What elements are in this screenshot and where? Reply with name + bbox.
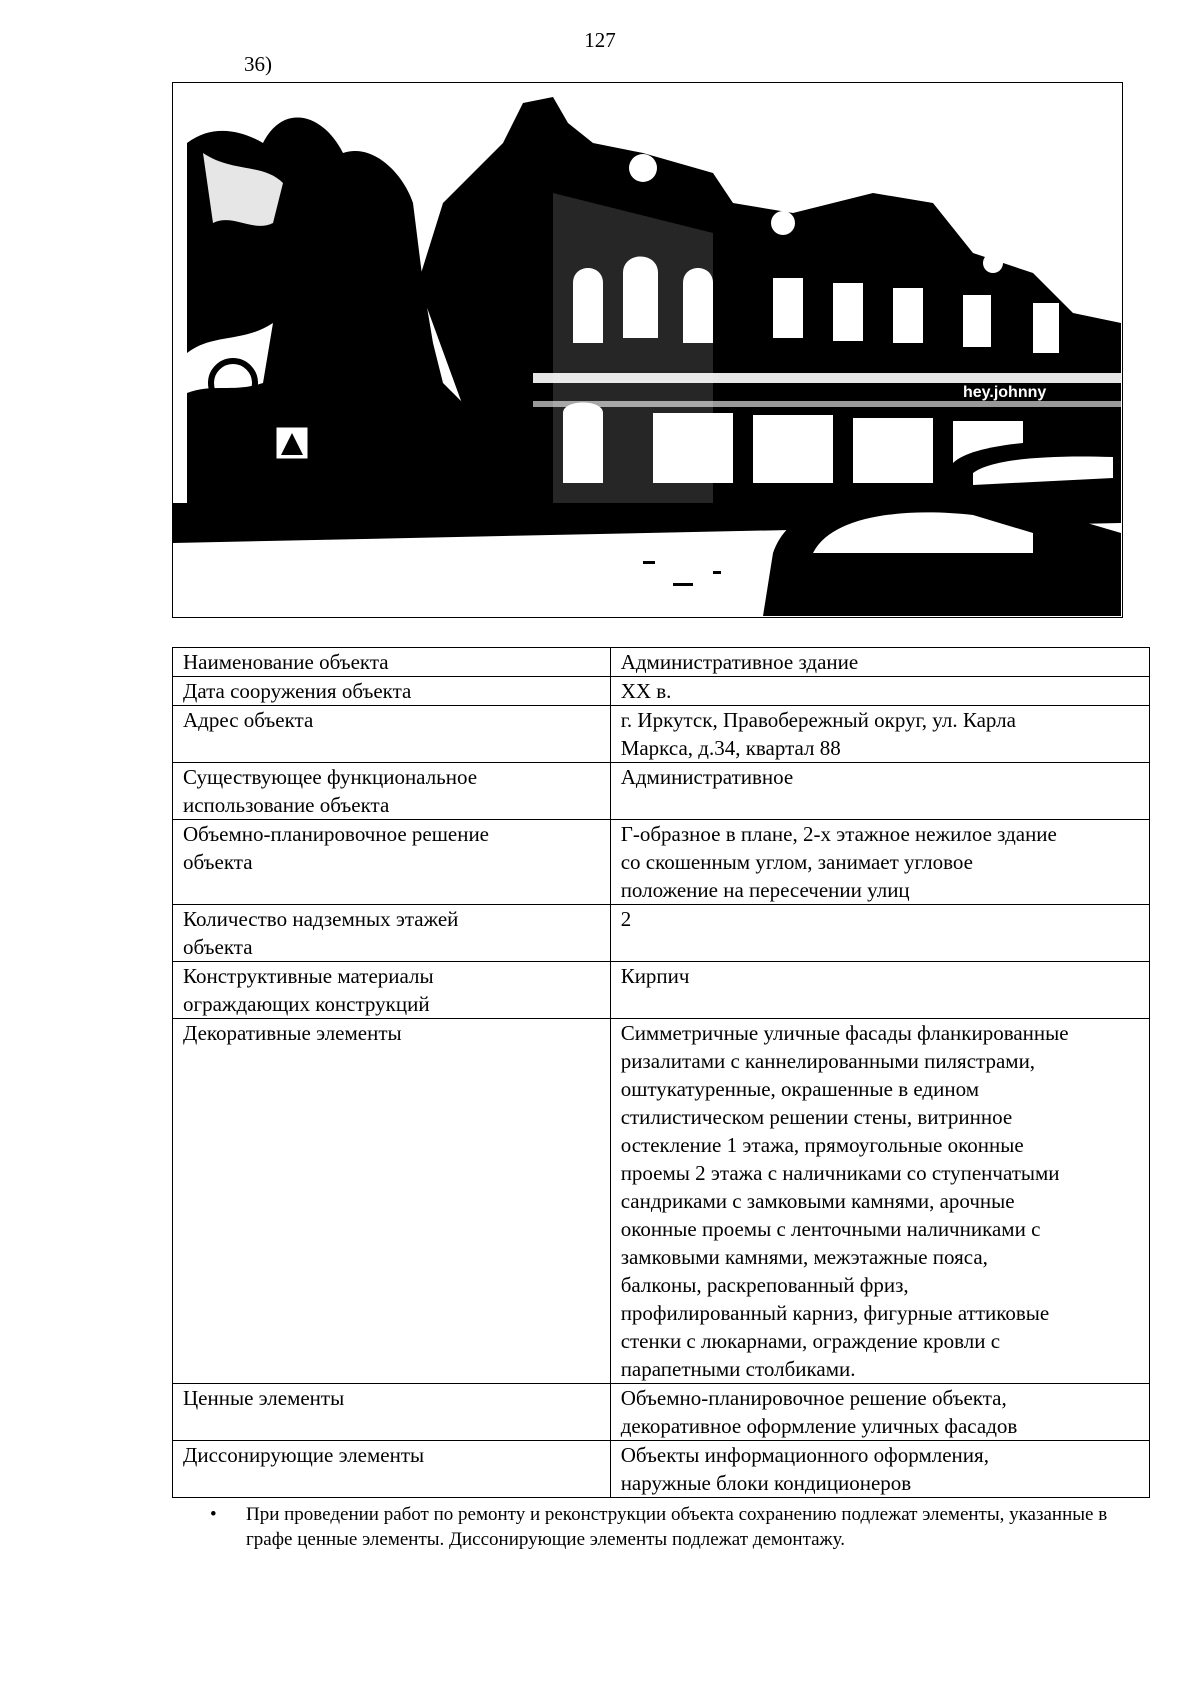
row-value: Объекты информационного оформления, наружные блоки кондиционеров xyxy=(610,1441,1149,1498)
row-label: Ценные элементы xyxy=(173,1384,611,1441)
row-label: Количество надземных этажей объекта xyxy=(173,905,611,962)
note-item xyxy=(210,1502,1110,1552)
table-row xyxy=(173,962,1150,1019)
row-label: Объемно-планировочное решение объекта xyxy=(173,820,611,905)
row-value: Объемно-планировочное решение объекта, декоративное оформление уличных фасадов xyxy=(610,1384,1149,1441)
row-value: Симметричные уличные фасады фланкированные ризалитами с каннелированными пилястрами, оштукатуренные, окрашенные в едином стилистическом решении стены, витринное остекление 1 этажа, прямоугольные оконные проемы 2 этажа с наличниками со ступенчатыми сандриками с замковыми камнями, арочные оконные проемы с ленточными наличниками с замковыми камнями, межэтажные пояса, балконы, раскрепованный фриз, профилированный карниз, фигурные аттиковые стенки с люкарнами, ограждение кровли с парапетными столбиками. xyxy=(610,1019,1149,1384)
building-photo xyxy=(172,82,1123,618)
table-row xyxy=(173,820,1150,905)
table-row xyxy=(173,1384,1150,1441)
row-label: Декоративные элементы xyxy=(173,1019,611,1384)
shop-sign-text: hey.johnny xyxy=(963,384,1047,401)
row-label: Конструктивные материалы ограждающих конструкций xyxy=(173,962,611,1019)
row-value: 2 xyxy=(610,905,1149,962)
row-label: Наименование объекта xyxy=(173,648,611,677)
row-label: Адрес объекта xyxy=(173,706,611,763)
building-photo-image xyxy=(173,83,1121,616)
table-row xyxy=(173,677,1150,706)
row-value: Кирпич xyxy=(610,962,1149,1019)
object-info-table xyxy=(172,647,1150,1498)
table-row xyxy=(173,905,1150,962)
row-value: Административное здание xyxy=(610,648,1149,677)
table-row xyxy=(173,763,1150,820)
row-label: Дата сооружения объекта xyxy=(173,677,611,706)
page-number: 127 xyxy=(584,28,616,52)
table-row xyxy=(173,706,1150,763)
notes-list xyxy=(210,1502,1110,1552)
table-row xyxy=(173,648,1150,677)
row-label: Существующее функциональное использование объекта xyxy=(173,763,611,820)
item-number: 36) xyxy=(244,52,272,76)
table-row xyxy=(173,1019,1150,1384)
row-value: г. Иркутск, Правобережный округ, ул. Карла Маркса, д.34, квартал 88 xyxy=(610,706,1149,763)
table-row xyxy=(173,1441,1150,1498)
bullet-icon: • xyxy=(210,1504,217,1525)
row-value: Г-образное в плане, 2-х этажное нежилое здание со скошенным углом, занимает угловое положение на пересечении улиц xyxy=(610,820,1149,905)
row-label: Диссонирующие элементы xyxy=(173,1441,611,1498)
note-text: При проведении работ по ремонту и реконструкции объекта сохранению подлежат элементы, указанные в графе ценные элементы. Диссонирующие элементы подлежат демонтажу. xyxy=(246,1504,1108,1550)
row-value: Административное xyxy=(610,763,1149,820)
row-value: XX в. xyxy=(610,677,1149,706)
